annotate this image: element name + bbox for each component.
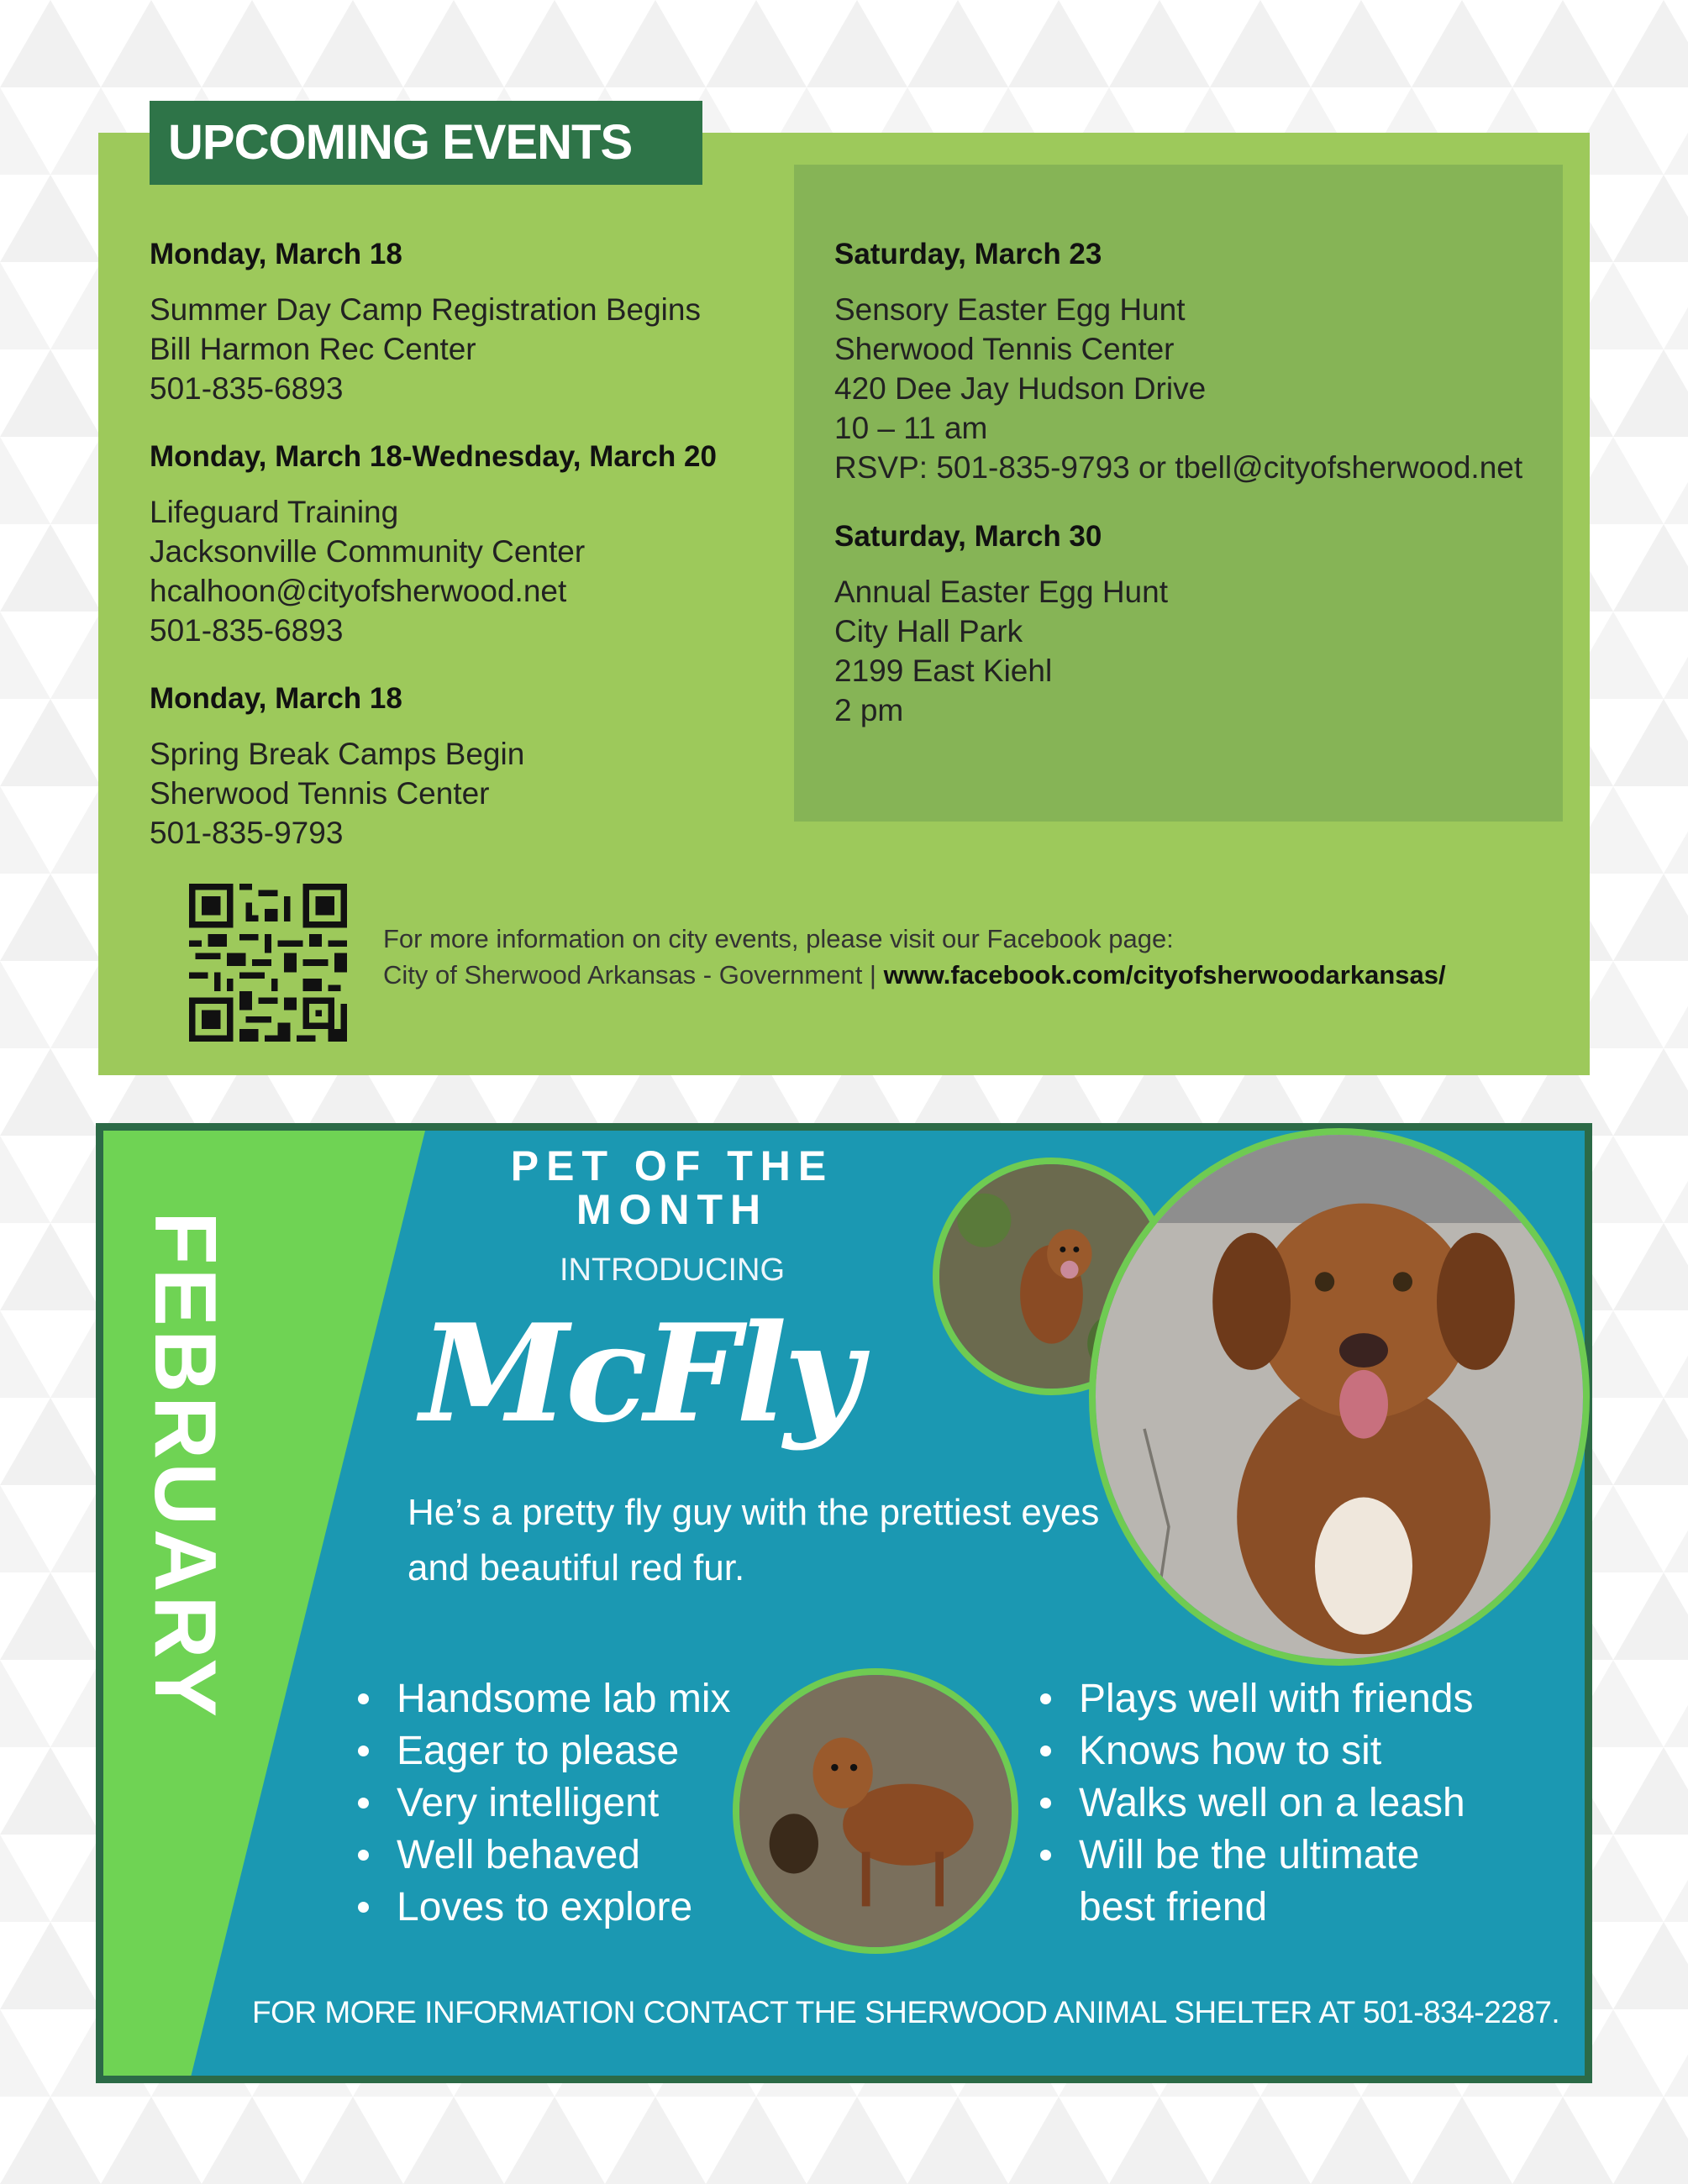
- bullet-icon: [358, 1693, 369, 1704]
- heading-line: PET OF THE: [510, 1142, 834, 1189]
- pet-of-the-month-heading: [487, 1144, 857, 1231]
- event-date: Monday, March 18: [150, 238, 402, 270]
- event-date: Monday, March 18: [150, 682, 402, 715]
- event-line: Sherwood Tennis Center: [150, 776, 490, 811]
- event-line: 2199 East Kiehl: [834, 654, 1053, 688]
- event-line: Sherwood Tennis Center: [834, 332, 1175, 366]
- bullet-icon: [358, 1850, 369, 1861]
- event-line: Sensory Easter Egg Hunt: [834, 292, 1186, 327]
- trait-item: Eager to please: [353, 1725, 731, 1777]
- more-info-text: [383, 921, 1446, 993]
- bullet-icon: [358, 1798, 369, 1809]
- facebook-link[interactable]: www.facebook.com/cityofsherwoodarkansas/: [883, 960, 1446, 990]
- event-phone[interactable]: 501-835-6893: [150, 613, 344, 648]
- event-line: Bill Harmon Rec Center: [150, 332, 476, 366]
- qr-code[interactable]: [189, 884, 347, 1042]
- heading-line: MONTH: [576, 1186, 769, 1233]
- event-line: 420 Dee Jay Hudson Drive: [834, 371, 1207, 406]
- more-info-line: City of Sherwood Arkansas - Government |: [383, 960, 884, 990]
- trait-item: Will be the ultimate: [1035, 1830, 1474, 1882]
- trait-item: Plays well with friends: [1035, 1673, 1474, 1725]
- dog-photo-large: [1089, 1128, 1590, 1666]
- dog-image: [1096, 1135, 1583, 1659]
- traits-list-right: [1035, 1673, 1474, 1934]
- event-line: Spring Break Camps Begin: [150, 737, 525, 771]
- pet-name: McFly: [420, 1294, 859, 1452]
- event-email[interactable]: hcalhoon@cityofsherwood.net: [150, 574, 567, 608]
- trait-item: Walks well on a leash: [1035, 1777, 1474, 1830]
- event-line: 10 – 11 am: [834, 411, 988, 445]
- event-line: Jacksonville Community Center: [150, 534, 586, 569]
- trait-item: Very intelligent: [353, 1777, 731, 1830]
- traits-list-left: [353, 1673, 731, 1934]
- event-line: City Hall Park: [834, 614, 1023, 648]
- shelter-contact: FOR MORE INFORMATION CONTACT THE SHERWOOD ANIMAL SHELTER AT 501-834-2287.: [252, 1995, 1560, 2029]
- event-phone[interactable]: 501-835-9793: [150, 816, 344, 850]
- bullet-icon: [1040, 1798, 1051, 1809]
- event-rsvp[interactable]: RSVP: 501-835-9793 or tbell@cityofsherwood.net: [834, 450, 1523, 485]
- event-item: [834, 518, 1168, 730]
- trait-item: Knows how to sit: [1035, 1725, 1474, 1777]
- event-line: 2 pm: [834, 693, 904, 727]
- more-info-line: For more information on city events, please visit our Facebook page:: [383, 924, 1174, 953]
- dog-image: [739, 1675, 1012, 1947]
- trait-item: best friend: [1079, 1885, 1268, 1929]
- introducing-label: INTRODUCING: [559, 1252, 786, 1288]
- event-item: [834, 236, 1522, 487]
- bullet-icon: [1040, 1693, 1051, 1704]
- event-line: Lifeguard Training: [150, 495, 399, 529]
- event-item: [150, 680, 524, 853]
- pet-description: He’s a pretty fly guy with the prettiest eyes and beautiful red fur.: [408, 1492, 1100, 1588]
- event-date: Monday, March 18-Wednesday, March 20: [150, 440, 717, 473]
- events-title: UPCOMING EVENTS: [150, 101, 702, 185]
- event-line: Annual Easter Egg Hunt: [834, 575, 1168, 609]
- event-item: [150, 438, 717, 650]
- bullet-icon: [358, 1746, 369, 1756]
- trait-item: Loves to explore: [353, 1882, 731, 1934]
- event-phone[interactable]: 501-835-6893: [150, 371, 344, 406]
- event-date: Saturday, March 30: [834, 520, 1102, 553]
- bullet-icon: [358, 1902, 369, 1913]
- event-date: Saturday, March 23: [834, 238, 1102, 270]
- month-label: FEBRUARY: [136, 1211, 234, 1720]
- event-item: [150, 236, 701, 408]
- event-line: Summer Day Camp Registration Begins: [150, 292, 701, 327]
- bullet-icon: [1040, 1850, 1051, 1861]
- bullet-icon: [1040, 1746, 1051, 1756]
- trait-item: Well behaved: [353, 1830, 731, 1882]
- trait-item: Handsome lab mix: [353, 1673, 731, 1725]
- dog-photo-small-bottom: [733, 1668, 1018, 1954]
